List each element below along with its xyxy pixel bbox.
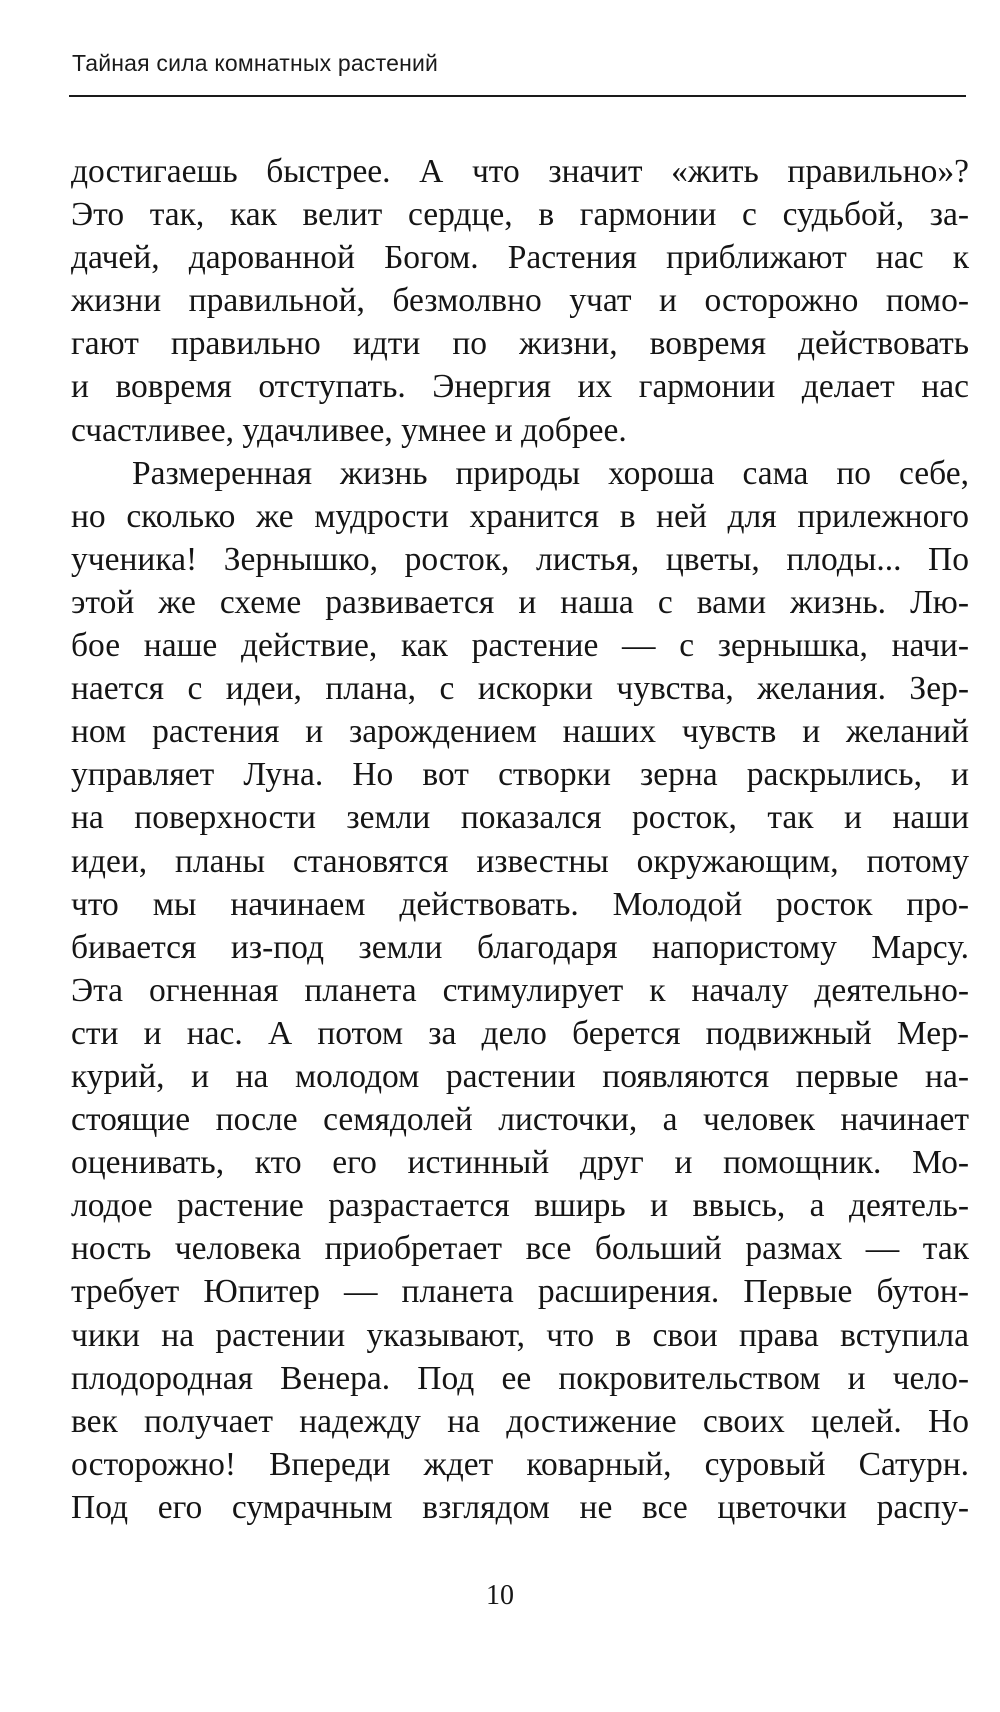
text-line: счастливее, удачливее, умнее и добрее. [71, 411, 627, 449]
text-line: чики на растении указывают, что в свои права вступила [71, 1316, 969, 1354]
text-line: бое наше действие, как растение — с зернышка, начи- [71, 627, 969, 665]
text-line: ученика! Зернышко, росток, листья, цветы, плоды... По [71, 540, 969, 578]
text-line: стоящие после семядолей листочки, а человек начинает [71, 1101, 969, 1139]
text-line: плодородная Венера. Под ее покровительством и чело- [71, 1359, 969, 1397]
text-line: Размеренная жизнь природы хороша сама по себе, [132, 454, 969, 492]
text-line: оценивать, кто его истинный друг и помощник. Мо- [71, 1144, 969, 1182]
text-line: этой же схеме развивается и наша с вами жизнь. Лю- [71, 583, 969, 621]
text-line: лодое растение разрастается вширь и ввысь, а деятель- [71, 1187, 969, 1225]
text-line: Это так, как велит сердце, в гармонии с судьбой, за- [71, 196, 969, 234]
paragraph-2 [71, 452, 969, 1529]
text-line: идеи, планы становятся известны окружающим, потому [71, 842, 969, 880]
text-line: осторожно! Впереди ждет коварный, суровый Сатурн. [71, 1445, 969, 1483]
text-line: достигаешь быстрее. А что значит «жить правильно»? [71, 153, 969, 190]
text-line: ность человека приобретает все больший размах — так [71, 1230, 969, 1268]
text-line: гают правильно идти по жизни, вовремя действовать [71, 325, 969, 363]
text-line: ном растения и зарождением наших чувств и желаний [71, 713, 969, 751]
text-line: курий, и на молодом растении появляются первые на- [71, 1057, 969, 1095]
text-line: требует Юпитер — планета расширения. Первые бутон- [71, 1273, 969, 1311]
text-line: нается с идеи, плана, с искорки чувства, желания. Зер- [71, 670, 969, 708]
running-title: Тайная сила комнатных растений [72, 50, 439, 76]
text-line: сти и нас. А потом за дело берется подвижный Мер- [71, 1014, 969, 1052]
text-line: что мы начинаем действовать. Молодой росток про- [71, 885, 969, 923]
text-line: и вовремя отступать. Энергия их гармонии делает нас [71, 368, 969, 406]
text-line: жизни правильной, безмолвно учат и осторожно помо- [71, 282, 969, 320]
text-line: но сколько же мудрости хранится в ней для прилежного [71, 497, 969, 535]
text-line: на поверхности земли показался росток, так и наши [71, 799, 969, 837]
page-number: 10 [486, 1580, 514, 1611]
header-rule [69, 95, 966, 97]
text-line: дачей, дарованной Богом. Растения приближают нас к [71, 239, 969, 277]
text-line: управляет Луна. Но вот створки зерна раскрылись, и [71, 756, 969, 794]
body-text [71, 150, 969, 1529]
text-line: Эта огненная планета стимулирует к началу деятельно- [71, 971, 969, 1009]
paragraph-1 [71, 150, 969, 452]
text-line: бивается из-под земли благодаря напористому Марсу. [71, 928, 969, 966]
text-line: Под его сумрачным взглядом не все цветочки распу- [71, 1488, 969, 1526]
text-line: век получает надежду на достижение своих целей. Но [71, 1402, 969, 1440]
